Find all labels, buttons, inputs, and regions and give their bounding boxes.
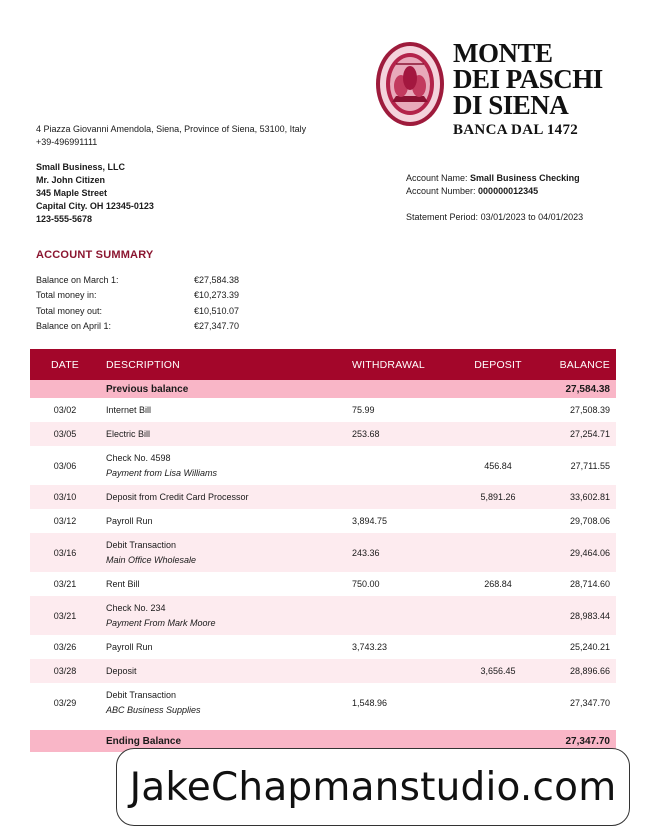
- row-deposit: [456, 596, 540, 635]
- row-date: 03/29: [30, 683, 100, 722]
- summary-label: Balance on April 1:: [36, 321, 112, 332]
- summary-row: [36, 303, 239, 319]
- table-spacer: [30, 722, 616, 730]
- row-withdrawal: 1,548.96: [346, 683, 456, 722]
- row-description: [100, 533, 346, 572]
- ending-balance-value: 27,347.70: [540, 730, 616, 752]
- summary-row: [36, 319, 239, 335]
- row-description-text: Check No. 4598: [106, 453, 171, 463]
- bank-wordmark: [453, 40, 603, 139]
- customer-company: Small Business, LLC: [36, 162, 126, 172]
- row-balance: 28,896.66: [540, 659, 616, 683]
- row-description: [100, 683, 346, 722]
- row-balance: 28,983.44: [540, 596, 616, 635]
- header-deposit: DEPOSIT: [456, 349, 540, 380]
- row-date: 03/28: [30, 659, 100, 683]
- table-row: [30, 485, 616, 509]
- row-description-text: Deposit from Credit Card Processor: [106, 492, 249, 502]
- row-date: 03/02: [30, 398, 100, 422]
- row-deposit: 268.84: [456, 572, 540, 596]
- account-summary: [36, 272, 239, 334]
- account-summary-title: ACCOUNT SUMMARY: [36, 249, 154, 261]
- ending-balance-label: Ending Balance: [100, 730, 346, 752]
- row-withdrawal: 3,894.75: [346, 509, 456, 533]
- customer-city: Capital City. OH 12345-0123: [36, 201, 154, 211]
- summary-label: Total money out:: [36, 305, 103, 316]
- account-info-block: [406, 172, 583, 224]
- table-row: [30, 683, 616, 722]
- row-balance: 27,508.39: [540, 398, 616, 422]
- account-name-row: [406, 172, 583, 185]
- summary-value: €10,510.07: [194, 305, 240, 316]
- row-deposit: [456, 398, 540, 422]
- row-description-text: Debit Transaction: [106, 690, 177, 700]
- row-date: 03/06: [30, 446, 100, 485]
- row-balance: 29,708.06: [540, 509, 616, 533]
- table-row: [30, 446, 616, 485]
- row-description-text: Internet Bill: [106, 405, 152, 415]
- summary-label: Balance on March 1:: [36, 274, 119, 285]
- table-row: [30, 572, 616, 596]
- row-deposit: [456, 635, 540, 659]
- summary-row: [36, 288, 239, 304]
- row-withdrawal: 75.99: [346, 398, 456, 422]
- previous-balance-value: 27,584.38: [540, 380, 616, 398]
- row-description: [100, 572, 346, 596]
- row-description: [100, 446, 346, 485]
- row-description: [100, 635, 346, 659]
- transactions-table: [30, 349, 616, 752]
- row-date: 03/16: [30, 533, 100, 572]
- table-row: [30, 635, 616, 659]
- bank-address: 4 Piazza Giovanni Amendola, Siena, Province of Siena, 53100, Italy: [36, 124, 307, 134]
- row-deposit: [456, 533, 540, 572]
- row-date: 03/26: [30, 635, 100, 659]
- row-description-text: Debit Transaction: [106, 540, 177, 550]
- row-description-text: Rent Bill: [106, 579, 140, 589]
- row-balance: 28,714.60: [540, 572, 616, 596]
- row-balance: 25,240.21: [540, 635, 616, 659]
- table-header-row: [30, 349, 616, 380]
- account-number: 000000012345: [478, 186, 539, 196]
- summary-value: €27,347.70: [194, 321, 240, 332]
- bank-name-line-3: DI SIENA: [453, 90, 569, 120]
- table-row: [30, 398, 616, 422]
- summary-value: €10,273.39: [194, 290, 240, 301]
- account-number-label: Account Number:: [406, 186, 476, 196]
- row-withdrawal: [346, 596, 456, 635]
- bank-seal-logo: [374, 40, 446, 128]
- bank-tagline: BANCA DAL 1472: [453, 122, 579, 138]
- table-row: [30, 509, 616, 533]
- bank-name-line-1: MONTE: [453, 38, 553, 68]
- row-description: [100, 659, 346, 683]
- row-deposit: [456, 422, 540, 446]
- table-row: [30, 596, 616, 635]
- row-date: 03/12: [30, 509, 100, 533]
- statement-period: 03/01/2023 to 04/01/2023: [480, 212, 584, 222]
- customer-street: 345 Maple Street: [36, 188, 108, 198]
- row-deposit: 3,656.45: [456, 659, 540, 683]
- previous-balance-row: [30, 380, 616, 398]
- bank-phone: +39-496991111: [36, 137, 98, 147]
- row-balance: 29,464.06: [540, 533, 616, 572]
- row-deposit: 5,891.26: [456, 485, 540, 509]
- row-balance: 27,711.55: [540, 446, 616, 485]
- header-description: DESCRIPTION: [100, 349, 346, 380]
- account-name-label: Account Name:: [406, 173, 468, 183]
- bank-address-block: [36, 123, 306, 149]
- summary-label: Total money in:: [36, 290, 97, 301]
- row-description-note: Payment From Mark Moore: [106, 618, 216, 628]
- summary-value: €27,584.38: [194, 274, 240, 285]
- header-withdrawal: WITHDRAWAL: [346, 349, 456, 380]
- row-balance: 27,347.70: [540, 683, 616, 722]
- row-deposit: 456.84: [456, 446, 540, 485]
- row-withdrawal: 253.68: [346, 422, 456, 446]
- header-balance: BALANCE: [540, 349, 616, 380]
- row-description: [100, 485, 346, 509]
- statement-period-label: Statement Period:: [406, 212, 479, 222]
- row-withdrawal: [346, 659, 456, 683]
- customer-contact: Mr. John Citizen: [36, 175, 106, 185]
- bank-name-line-2: DEI PASCHI: [453, 64, 603, 94]
- row-description-note: Main Office Wholesale: [106, 555, 197, 565]
- row-withdrawal: 243.36: [346, 533, 456, 572]
- row-balance: 33,602.81: [540, 485, 616, 509]
- row-description-text: Electric Bill: [106, 429, 151, 439]
- previous-balance-label: Previous balance: [100, 380, 346, 398]
- row-description-note: Payment from Lisa Williams: [106, 468, 217, 478]
- table-row: [30, 659, 616, 683]
- row-date: 03/21: [30, 596, 100, 635]
- row-description: [100, 398, 346, 422]
- row-description-text: Deposit: [106, 666, 137, 676]
- row-description-text: Check No. 234: [106, 603, 166, 613]
- watermark-banner: JakeChapmanstudio.com: [116, 748, 630, 826]
- row-date: 03/05: [30, 422, 100, 446]
- customer-address-block: [36, 161, 154, 226]
- account-number-row: [406, 185, 583, 198]
- account-name: Small Business Checking: [470, 173, 580, 183]
- row-date: 03/10: [30, 485, 100, 509]
- row-deposit: [456, 509, 540, 533]
- row-description-note: ABC Business Supplies: [106, 705, 201, 715]
- row-deposit: [456, 683, 540, 722]
- table-row: [30, 533, 616, 572]
- row-description: [100, 422, 346, 446]
- row-description-text: Payroll Run: [106, 516, 153, 526]
- row-balance: 27,254.71: [540, 422, 616, 446]
- row-description: [100, 509, 346, 533]
- row-description-text: Payroll Run: [106, 642, 153, 652]
- row-withdrawal: [346, 485, 456, 509]
- statement-period-row: [406, 211, 583, 224]
- row-date: 03/21: [30, 572, 100, 596]
- row-description: [100, 596, 346, 635]
- row-withdrawal: [346, 446, 456, 485]
- row-withdrawal: 3,743.23: [346, 635, 456, 659]
- customer-phone: 123-555-5678: [36, 214, 93, 224]
- row-withdrawal: 750.00: [346, 572, 456, 596]
- table-row: [30, 422, 616, 446]
- summary-row: [36, 272, 239, 288]
- header-date: DATE: [30, 349, 100, 380]
